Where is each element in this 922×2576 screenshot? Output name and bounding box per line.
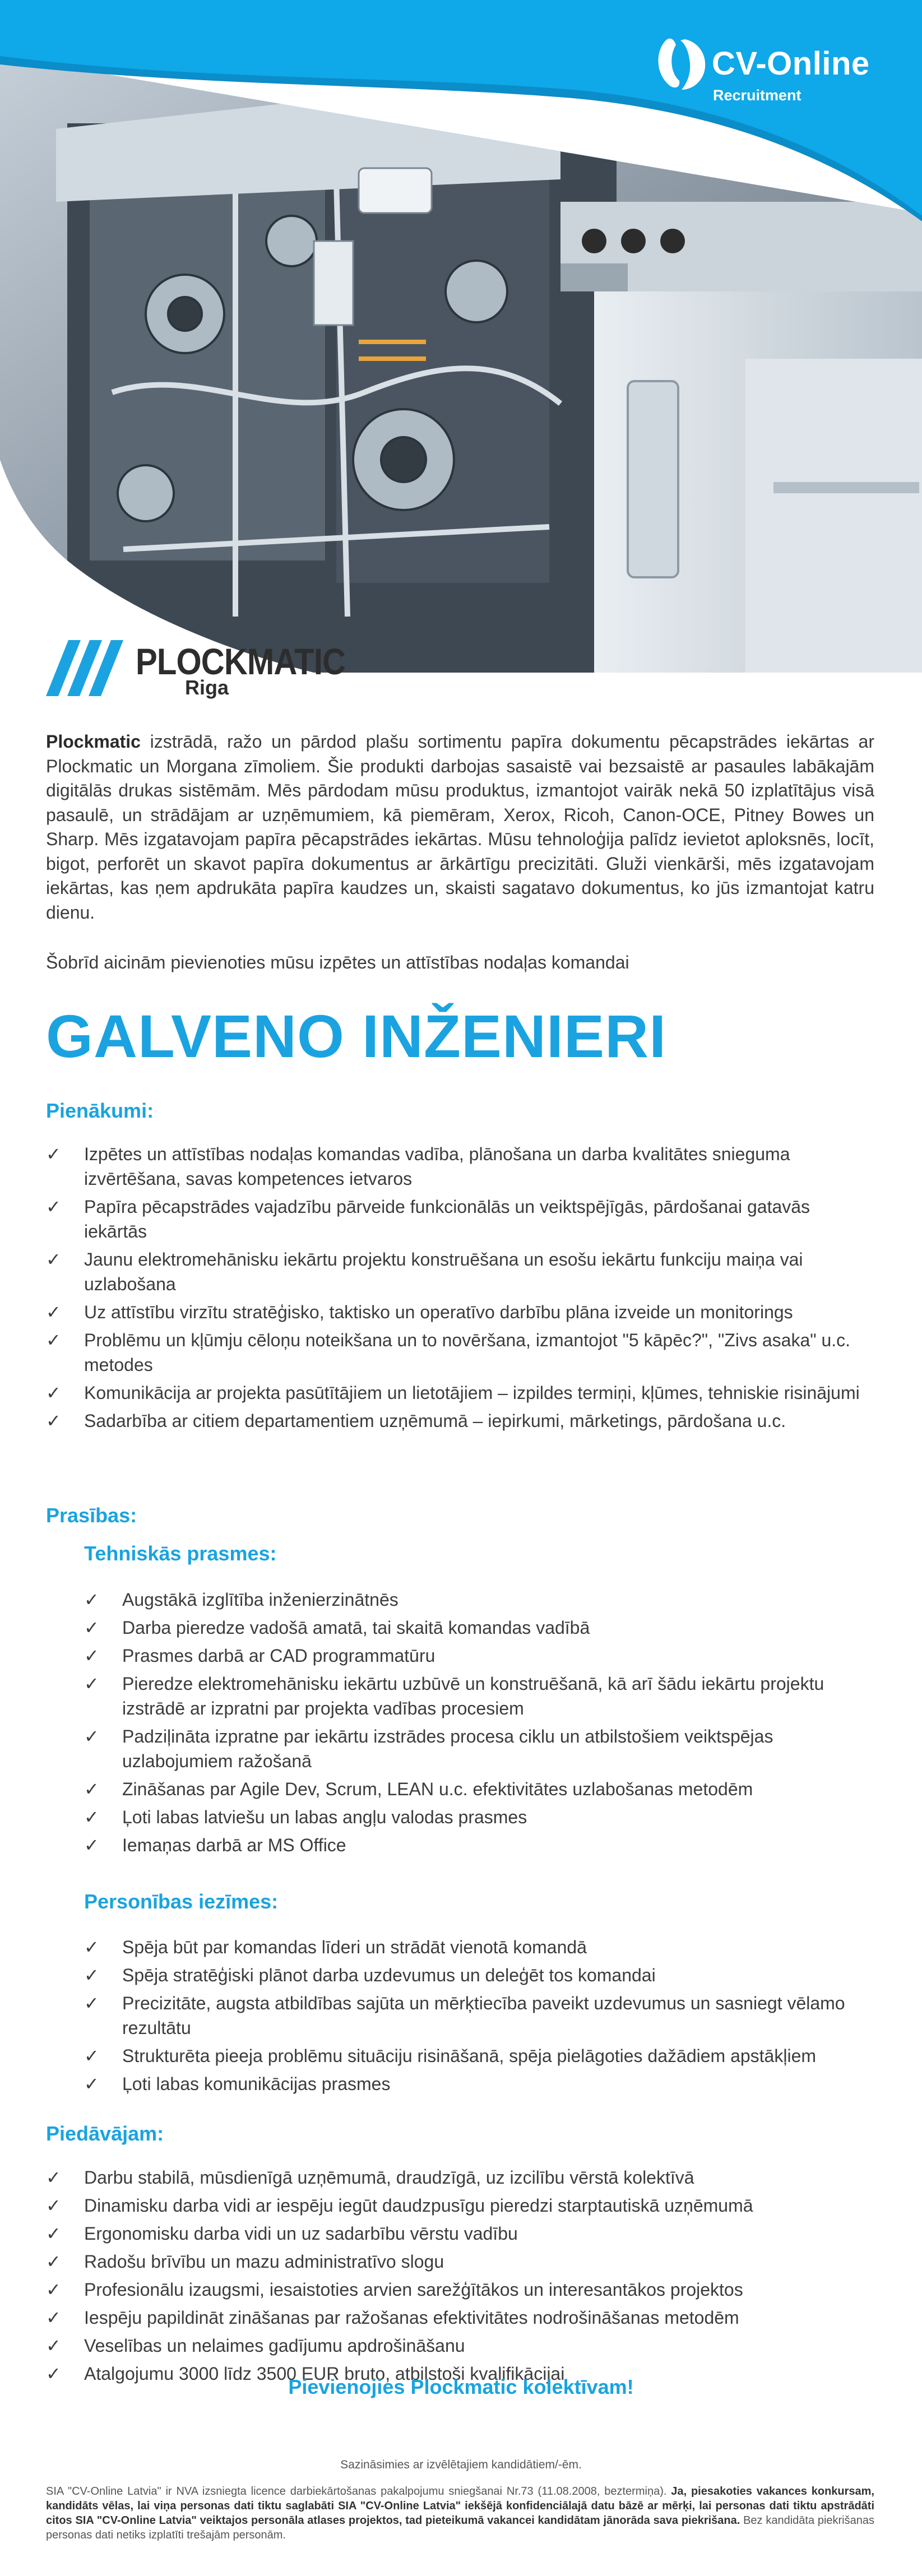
list-item-text: Padziļināta izpratne par iekārtu izstrādes procesa ciklu un atbilstošiem veiktspējas uzlabojumiem ražošanā bbox=[122, 1726, 773, 1771]
plockmatic-stripes-icon bbox=[46, 640, 130, 696]
list-item bbox=[46, 1380, 875, 1405]
check-icon: ✓ bbox=[84, 1937, 99, 1957]
list-item bbox=[46, 1328, 875, 1377]
list-item bbox=[46, 1300, 875, 1324]
check-icon: ✓ bbox=[46, 2251, 61, 2272]
list-item bbox=[84, 1671, 875, 1721]
offer-heading: Piedāvājam: bbox=[46, 2122, 164, 2145]
check-icon: ✓ bbox=[46, 1411, 61, 1431]
duties-heading: Pienākumi: bbox=[46, 1099, 154, 1122]
list-item bbox=[84, 1777, 875, 1801]
list-item bbox=[46, 2165, 875, 2190]
check-icon: ✓ bbox=[46, 2280, 61, 2300]
check-icon: ✓ bbox=[84, 1835, 99, 1855]
list-item-text: Spēja stratēģiski plānot darba uzdevumus un deleģēt tos komandai bbox=[122, 1965, 656, 1985]
check-icon: ✓ bbox=[84, 1965, 99, 1985]
check-icon: ✓ bbox=[46, 2336, 61, 2356]
list-item bbox=[84, 1643, 875, 1668]
list-item-text: Izpētes un attīstības nodaļas komandas vadība, plānošana un darba kvalitātes snieguma izvērtēšana, savas kompetences ietvaros bbox=[84, 1144, 790, 1189]
list-item bbox=[46, 2193, 875, 2218]
duties-list bbox=[46, 1142, 875, 1437]
hero-banner bbox=[0, 0, 922, 673]
check-icon: ✓ bbox=[46, 1383, 61, 1403]
list-item-text: Augstākā izglītība inženierzinātnēs bbox=[122, 1590, 399, 1610]
list-item bbox=[46, 2277, 875, 2302]
company-description bbox=[46, 730, 874, 925]
check-icon: ✓ bbox=[84, 2046, 99, 2066]
list-item-text: Pieredze elektromehānisku iekārtu uzbūvē un konstruēšanā, kā arī šādu iekārtu projektu izstrādē ar izpratni par projekta vadības procesiem bbox=[122, 1674, 824, 1718]
check-icon: ✓ bbox=[84, 1779, 99, 1799]
list-item-text: Zināšanas par Agile Dev, Scrum, LEAN u.c. efektivitātes uzlabošanas metodēm bbox=[122, 1779, 753, 1799]
list-item bbox=[46, 1194, 875, 1244]
check-icon: ✓ bbox=[46, 1302, 61, 1322]
list-item bbox=[84, 1615, 875, 1640]
check-icon: ✓ bbox=[46, 1249, 61, 1270]
cv-online-name: CV-Online bbox=[712, 45, 870, 82]
personal-traits-list bbox=[84, 1935, 875, 2100]
legal-consent: Ja, piesakoties vakances konkursam, kandidāts vēlas, lai viņa personas dati tiktu saglabāti SIA "CV-Online Latvia" iekšējā konfidenciālajā datu bāzē ar mērķi, lai personas dati tiktu apstrādāti citos SIA "CV-Online Latvia" veiktajos personāla atlases projektos, tad pieteikumā vakancei kandidātam jānorāda sava piekrišana. bbox=[46, 2485, 874, 2527]
list-item-text: Jaunu elektromehānisku iekārtu projektu konstruēšana un esošu iekārtu funkciju maiņa vai uzlabošana bbox=[84, 1249, 803, 1294]
list-item-text: Precizitāte, augsta atbildības sajūta un mērķtiecība paveikt uzdevumus un sasniegt vēlamo rezultātu bbox=[122, 1993, 845, 2038]
list-item bbox=[46, 1409, 875, 1433]
check-icon: ✓ bbox=[46, 2167, 61, 2188]
list-item bbox=[84, 1991, 875, 2040]
cv-online-logo bbox=[650, 34, 886, 118]
job-title: GALVENO INŽENIERI bbox=[46, 1002, 667, 1070]
list-item-text: Komunikācija ar projekta pasūtītājiem un lietotājiem – izpildes termiņi, kļūmes, tehniskie risinājumi bbox=[84, 1383, 860, 1403]
list-item bbox=[84, 1935, 875, 1959]
list-item bbox=[84, 2072, 875, 2096]
list-item-text: Iemaņas darbā ar MS Office bbox=[122, 1835, 346, 1855]
list-item bbox=[46, 2305, 875, 2330]
list-item bbox=[84, 1724, 875, 1773]
list-item-text: Radošu brīvību un mazu administratīvo slogu bbox=[84, 2251, 444, 2272]
check-icon: ✓ bbox=[46, 2223, 61, 2244]
offer-list bbox=[46, 2165, 875, 2389]
list-item-text: Ļoti labas latviešu un labas angļu valodas prasmes bbox=[122, 1807, 527, 1827]
list-item-text: Papīra pēcapstrādes vajadzību pārveide funkcionālās un veiktspējīgās, pārdošanai gatavās iekārtās bbox=[84, 1197, 810, 1241]
check-icon: ✓ bbox=[46, 1330, 61, 1350]
technical-skills-heading: Tehniskās prasmes: bbox=[84, 1542, 277, 1565]
list-item-text: Sadarbība ar citiem departamentiem uzņēmumā – iepirkumi, mārketings, pārdošana u.c. bbox=[84, 1411, 786, 1431]
list-item bbox=[84, 1587, 875, 1612]
closing-slogan: Pievienojies Plockmatic kolektīvam! bbox=[288, 2375, 634, 2398]
list-item-text: Strukturēta pieeja problēmu situāciju risināšanā, spēja pielāgoties dažādiem apstākļiem bbox=[122, 2046, 817, 2066]
check-icon: ✓ bbox=[84, 1618, 99, 1638]
invite-text: Šobrīd aicinām pievienoties mūsu izpētes un attīstības nodaļas komandai bbox=[46, 952, 629, 972]
cv-online-subtitle: Recruitment bbox=[713, 87, 801, 104]
company-name-inline: Plockmatic bbox=[46, 731, 141, 752]
check-icon: ✓ bbox=[84, 1993, 99, 2013]
list-item bbox=[46, 2249, 875, 2274]
check-icon: ✓ bbox=[84, 1726, 99, 1746]
list-item-text: Veselības un nelaimes gadījumu apdrošināšanu bbox=[84, 2336, 465, 2356]
legal-privacy: Bez kandidāta piekrišanas personas dati netiks izplatīti trešajām personām. bbox=[46, 2514, 874, 2541]
list-item bbox=[84, 1963, 875, 1987]
list-item-text: Prasmes darbā ar CAD programmatūru bbox=[122, 1646, 435, 1666]
list-item-text: Darbu stabilā, mūsdienīgā uzņēmumā, draudzīgā, uz izcilību vērstā kolektīvā bbox=[84, 2167, 694, 2188]
technical-skills-list bbox=[84, 1587, 875, 1861]
list-item-text: Ļoti labas komunikācijas prasmes bbox=[122, 2074, 391, 2094]
list-item-text: Atalgojumu 3000 līdz 3500 EUR bruto, atbilstoši kvalifikācijai bbox=[84, 2364, 565, 2384]
list-item bbox=[84, 1833, 875, 1857]
check-icon: ✓ bbox=[84, 1807, 99, 1827]
check-icon: ✓ bbox=[46, 2364, 61, 2384]
check-icon: ✓ bbox=[84, 1674, 99, 1694]
list-item-text: Darba pieredze vadošā amatā, tai skaitā komandas vadībā bbox=[122, 1618, 590, 1638]
contact-note: Sazināsimies ar izvēlētajiem kandidātiem/-ēm. bbox=[340, 2458, 582, 2471]
check-icon: ✓ bbox=[46, 2195, 61, 2216]
requirements-heading: Prasības: bbox=[46, 1504, 137, 1527]
check-icon: ✓ bbox=[46, 2308, 61, 2328]
company-city: Riga bbox=[185, 676, 229, 699]
list-item-text: Ergonomisku darba vidi un uz sadarbību vērstu vadību bbox=[84, 2223, 518, 2244]
legal-notice bbox=[46, 2484, 874, 2542]
list-item-text: Spēja būt par komandas līderi un strādāt vienotā komandā bbox=[122, 1937, 587, 1957]
list-item-text: Iespēju papildināt zināšanas par ražošanas efektivitātes nodrošināšanas metodēm bbox=[84, 2308, 739, 2328]
cv-online-mark-icon bbox=[650, 34, 712, 95]
check-icon: ✓ bbox=[84, 1646, 99, 1666]
company-name: PLOCKMATIC bbox=[136, 641, 346, 682]
list-item-text: Profesionālu izaugsmi, iesaistoties arvien sarežģītākos un interesantākos projektos bbox=[84, 2280, 743, 2300]
company-description-text: izstrādā, ražo un pārdod plašu sortimentu papīra dokumentu pēcapstrādes iekārtas ar Plockmatic un Morgana zīmoliem. Šie produkti darbojas sasaistē vai bezsaistē ar pasaules labākajām digitālās drukas sistēmām. Mēs pārdodam mūsu produktus, izmantojot vairāk nekā 50 izplatītājus visā pasaulē, un strādājam ar uzņēmumiem, kā piemēram, Xerox, Ricoh, Canon-OCE, Pitney Bowes un Sharp. Mēs izgatavojam papīra pēcapstrādes iekārtas. Mūsu tehnoloģija palīdz ievietot aploksnēs, locīt, bigot, perforēt un skavot papīra dokumentus ar ārkārtīgu precizitāti. Gluži vienkārši, mēs izgatavojam iekārtas, kas ņem apdrukāta papīra kaudzes un, skaisti sagatavo dokumentus, ko jūs izmantojat katru dienu. bbox=[46, 731, 874, 923]
list-item bbox=[84, 2044, 875, 2068]
list-item bbox=[84, 1805, 875, 1829]
check-icon: ✓ bbox=[46, 1144, 61, 1164]
plockmatic-logo bbox=[46, 640, 349, 702]
legal-license: SIA "CV-Online Latvia" ir NVA izsniegta licence darbiekārtošanas pakalpojumu sniegšanai Nr.73 (11.08.2008, beztermiņa). bbox=[46, 2485, 671, 2498]
check-icon: ✓ bbox=[84, 1590, 99, 1610]
list-item bbox=[46, 1142, 875, 1191]
check-icon: ✓ bbox=[46, 1197, 61, 1217]
list-item-text: Dinamisku darba vidi ar iespēju iegūt daudzpusīgu pieredzi starptautiskā uzņēmumā bbox=[84, 2195, 753, 2216]
list-item bbox=[46, 1247, 875, 1296]
list-item bbox=[46, 2333, 875, 2358]
list-item-text: Uz attīstību virzītu stratēģisko, taktisko un operatīvo darbību plāna izveide un monitorings bbox=[84, 1302, 793, 1322]
list-item bbox=[46, 2221, 875, 2246]
list-item-text: Problēmu un kļūmju cēloņu noteikšana un to novēršana, izmantojot "5 kāpēc?", "Zivs asaka" u.c. metodes bbox=[84, 1330, 851, 1375]
personal-traits-heading: Personības iezīmes: bbox=[84, 1890, 279, 1913]
check-icon: ✓ bbox=[84, 2074, 99, 2094]
